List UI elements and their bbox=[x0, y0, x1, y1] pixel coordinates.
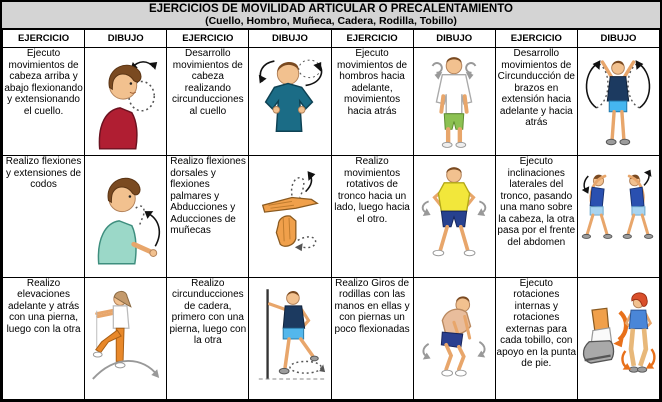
drawing-cell bbox=[249, 277, 331, 399]
hip-circumduction-icon bbox=[251, 283, 329, 393]
col-header-ejercicio-4: EJERCICIO bbox=[495, 30, 577, 48]
worksheet-title bbox=[2, 2, 660, 29]
drawing-cell bbox=[577, 277, 659, 399]
trunk-rotation-icon bbox=[415, 162, 493, 270]
wrist-movements-icon bbox=[251, 162, 329, 270]
header-row bbox=[3, 30, 660, 48]
col-header-ejercicio-1: EJERCICIO bbox=[3, 30, 85, 48]
drawing-cell bbox=[413, 277, 495, 399]
exercise-cell: Realizo elevaciones adelante y atrás con una pierna, luego con la otra bbox=[3, 277, 85, 399]
col-header-ejercicio-2: EJERCICIO bbox=[167, 30, 249, 48]
exercise-cell: Realizo Giros de rodillas con las manos en ellas y con piernas un poco flexionadas bbox=[331, 277, 413, 399]
exercise-cell: Realizo flexiones y extensiones de codos bbox=[3, 156, 85, 277]
neck-flexion-extension-icon bbox=[87, 52, 165, 152]
col-header-dibujo-4: DIBUJO bbox=[577, 30, 659, 48]
exercise-cell: Desarrollo movimientos de Circunducción de brazos en extensión hacia adelante y hacia atrás bbox=[495, 48, 577, 156]
table-row bbox=[3, 156, 660, 277]
exercise-cell: Ejecuto rotaciones internas y rotaciones externas para cada tobillo, con apoyo en la punta de pie. bbox=[495, 277, 577, 399]
title-line-2: (Cuello, Hombro, Muñeca, Cadera, Rodilla, Tobillo) bbox=[205, 15, 457, 27]
exercise-table bbox=[2, 29, 660, 400]
ankle-rotation-icon bbox=[579, 283, 657, 393]
drawing-cell bbox=[85, 156, 167, 277]
drawing-cell bbox=[85, 48, 167, 156]
shoulder-forward-backward-icon bbox=[415, 52, 493, 152]
arm-circumduction-icon bbox=[579, 51, 657, 153]
table-row bbox=[3, 277, 660, 399]
drawing-cell bbox=[577, 48, 659, 156]
drawing-cell bbox=[413, 156, 495, 277]
exercise-cell: Realizo flexiones dorsales y flexiones palmares y Abducciones y Aducciones de muñecas bbox=[167, 156, 249, 277]
table-row bbox=[3, 48, 660, 156]
title-line-1: EJERCICIOS DE MOVILIDAD ARTICULAR O PRECALENTAMIENTO bbox=[149, 3, 513, 15]
col-header-ejercicio-3: EJERCICIO bbox=[331, 30, 413, 48]
elbow-flexion-icon bbox=[87, 162, 165, 270]
drawing-cell bbox=[249, 48, 331, 156]
neck-circumduction-icon bbox=[251, 52, 329, 152]
exercise-cell: Desarrollo movimientos de cabeza realizando circunducciones al cuello bbox=[167, 48, 249, 156]
drawing-cell bbox=[249, 156, 331, 277]
exercise-cell: Ejecuto movimientos de hombros hacia adelante, movimientos hacia atrás bbox=[331, 48, 413, 156]
leg-elevation-icon bbox=[87, 283, 165, 393]
lateral-trunk-bend-icon bbox=[579, 162, 657, 270]
col-header-dibujo-2: DIBUJO bbox=[249, 30, 331, 48]
exercise-cell: Ejecuto movimientos de cabeza arriba y abajo flexionando y extensionando el cuello. bbox=[3, 48, 85, 156]
exercise-cell: Realizo movimientos rotativos de tronco hacia un lado, luego hacia el otro. bbox=[331, 156, 413, 277]
knee-rotation-icon bbox=[415, 283, 493, 393]
exercise-cell: Ejecuto inclinaciones laterales del tronco, pasando una mano sobre la cabeza, la otra pasa por el frente del abdomen bbox=[495, 156, 577, 277]
exercise-cell: Realizo circunducciones de cadera, primero con una pierna, luego con la otra bbox=[167, 277, 249, 399]
col-header-dibujo-3: DIBUJO bbox=[413, 30, 495, 48]
drawing-cell bbox=[577, 156, 659, 277]
drawing-cell bbox=[413, 48, 495, 156]
drawing-cell bbox=[85, 277, 167, 399]
col-header-dibujo-1: DIBUJO bbox=[85, 30, 167, 48]
